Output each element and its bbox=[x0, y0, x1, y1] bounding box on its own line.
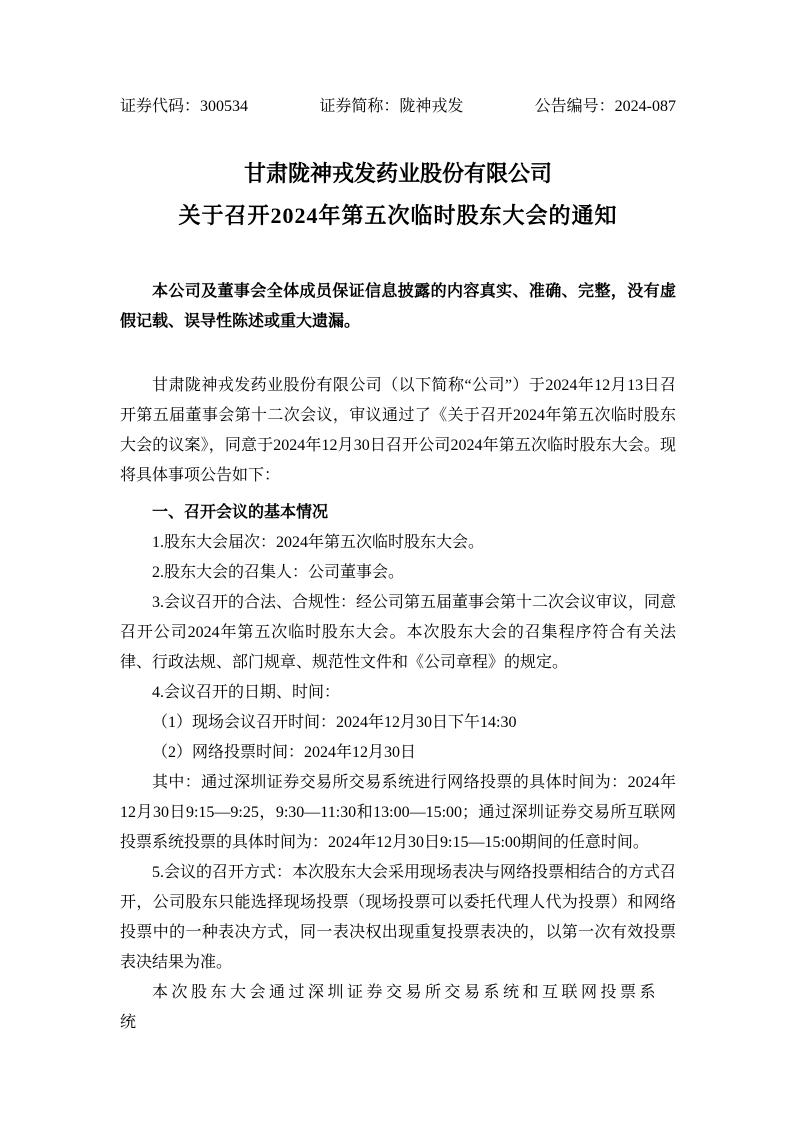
paragraph-continuation: 本次股东大会通过深圳证券交易所交易系统和互联网投票系统 bbox=[120, 984, 660, 1031]
paragraph-item-4-2: （2）网络投票时间：2024年12月30日 bbox=[152, 744, 417, 761]
disclaimer-paragraph: 本公司及董事会全体成员保证信息披露的内容真实、准确、完整，没有虚假记载、误导性陈述或重大遗漏。 bbox=[120, 283, 676, 330]
paragraph-voting-times: 其中：通过深圳证券交易所交易系统进行网络投票的具体时间为：2024年12月30日9:15—9:25，9:30—11:30和13:00—15:00；通过深圳证券交易所互联网投票系统投票的具体时间为：2024年12月30日9:15—15:00期间的任意时间。 bbox=[120, 774, 676, 851]
paragraph-item-4: 4.会议召开的日期、时间： bbox=[152, 684, 341, 701]
announcement-number: 公告编号：2024-087 bbox=[534, 98, 676, 115]
stock-code: 证券代码：300534 bbox=[120, 98, 249, 115]
paragraph-item-3: 3.会议召开的合法、合规性：经公司第五届董事会第十二次会议审议，同意召开公司2024年第五次临时股东大会。本次股东大会的召集程序符合有关法律、行政法规、部门规章、规范性文件和《公司章程》的规定。 bbox=[120, 594, 677, 671]
paragraph-item-4-1: （1）现场会议召开时间：2024年12月30日下午14:30 bbox=[152, 714, 517, 731]
body-text-block bbox=[120, 371, 676, 1038]
stock-short-name: 证券简称：陇神戎发 bbox=[319, 98, 464, 115]
paragraph-item-1: 1.股东大会届次：2024年第五次临时股东大会。 bbox=[152, 534, 485, 551]
section-heading-1: 一、召开会议的基本情况 bbox=[152, 504, 329, 521]
paragraph-intro: 甘肃陇神戎发药业股份有限公司（以下简称“公司”）于2024年12月13日召开第五届董事会第十二次会议，审议通过了《关于召开2024年第五次临时股东大会的议案》，同意于2024年12月30日召开公司2024年第五次临时股东大会。现将具体事项公告如下： bbox=[120, 377, 676, 484]
paragraph-item-2: 2.股东大会的召集人：公司董事会。 bbox=[152, 564, 405, 581]
securities-header-row bbox=[120, 97, 676, 117]
notice-title: 关于召开2024年第五次临时股东大会的通知 bbox=[178, 203, 618, 228]
company-name-title: 甘肃陇神戎发药业股份有限公司 bbox=[243, 161, 552, 186]
paragraph-item-5: 5.会议的召开方式：本次股东大会采用现场表决与网络投票相结合的方式召开，公司股东只能选择现场投票（现场投票可以委托代理人代为投票）和网络投票中的一种表决方式，同一表决权出现重复投票表决的，以第一次有效投票表决结果为准。 bbox=[120, 864, 677, 971]
